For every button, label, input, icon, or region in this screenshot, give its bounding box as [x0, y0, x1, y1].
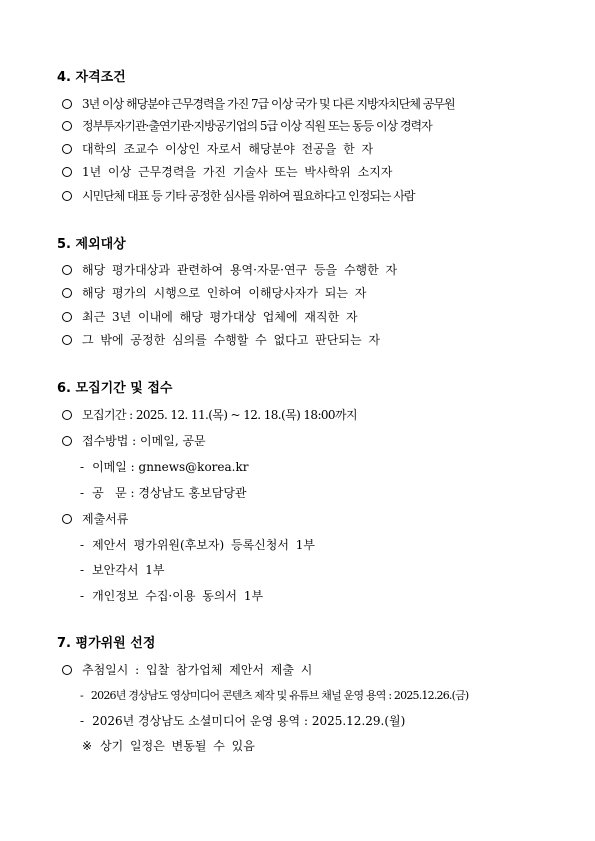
list-item: 해당 평가의 시행으로 인하여 이해당사자가 되는 자 — [62, 285, 366, 301]
list-item: - 제안서 평가위원(후보자) 등록신청서 1부 — [80, 538, 315, 552]
list-item: 시민단체 대표 등 기타 공정한 심사를 위하여 필요하다고 인정되는 사람 — [62, 188, 415, 204]
list-item: 해당 평가대상과 관련하여 용역·자문·연구 등을 수행한 자 — [62, 262, 397, 278]
circle-bullet-icon — [62, 265, 72, 275]
list-item: 3년 이상 해당분야 근무경력을 가진 7급 이상 국가 및 다른 지방자치단체 공무원 — [62, 96, 455, 112]
documents-title: 제출서류 — [62, 511, 128, 527]
submission-email: - 이메일 : gnnews@korea.kr — [80, 460, 249, 474]
circle-bullet-icon — [62, 335, 72, 345]
circle-bullet-icon — [62, 191, 72, 201]
section-heading-exclusions: 5. 제외대상 — [57, 237, 126, 252]
circle-bullet-icon — [62, 99, 72, 109]
circle-bullet-icon — [62, 514, 72, 524]
circle-bullet-icon — [62, 144, 72, 154]
circle-bullet-icon — [62, 410, 72, 420]
list-item: 1년 이상 근무경력을 가진 기술사 또는 박사학위 소지자 — [62, 164, 392, 180]
circle-bullet-icon — [62, 665, 72, 675]
list-item: 최근 3년 이내에 해당 평가대상 업체에 재직한 자 — [62, 309, 358, 325]
circle-bullet-icon — [62, 288, 72, 298]
circle-bullet-icon — [62, 167, 72, 177]
list-item: - 개인정보 수집·이용 동의서 1부 — [80, 589, 264, 603]
list-item: 정부투자기관·출연기관·지방공기업의 5급 이상 직원 또는 동등 이상 경력자 — [62, 118, 432, 134]
list-item: 그 밖에 공정한 심의를 수행할 수 없다고 판단되는 자 — [62, 332, 380, 348]
project-schedule: - 2026년 경상남도 소셜미디어 운영 용역 : 2025.12.29.(월) — [80, 714, 406, 728]
list-item: 대학의 조교수 이상인 자로서 해당분야 전공을 한 자 — [62, 141, 373, 157]
section-heading-recruitment: 6. 모집기간 및 접수 — [57, 381, 173, 396]
section-heading-qualifications: 4. 자격조건 — [57, 70, 126, 85]
draw-date: 추첨일시 : 입찰 참가업체 제안서 제출 시 — [62, 662, 312, 678]
section-heading-selection: 7. 평가위원 선정 — [57, 636, 156, 651]
list-item: - 보안각서 1부 — [80, 563, 165, 577]
submission-method: 접수방법 : 이메일, 공문 — [62, 433, 206, 449]
reference-mark-icon: ※ — [82, 739, 93, 753]
schedule-note: ※ 상기 일정은 변동될 수 있음 — [82, 739, 255, 753]
project-schedule: - 2026년 경상남도 영상미디어 콘텐츠 제작 및 유튜브 채널 운영 용역 : 2025.12.26.(금) — [80, 689, 469, 702]
submission-mail: - 공 문 : 경상남도 홍보담당관 — [80, 486, 247, 500]
circle-bullet-icon — [62, 312, 72, 322]
circle-bullet-icon — [62, 436, 72, 446]
recruitment-period: 모집기간 : 2025. 12. 11.(목) ~ 12. 18.(목) 18:00까지 — [62, 407, 357, 423]
circle-bullet-icon — [62, 121, 72, 131]
